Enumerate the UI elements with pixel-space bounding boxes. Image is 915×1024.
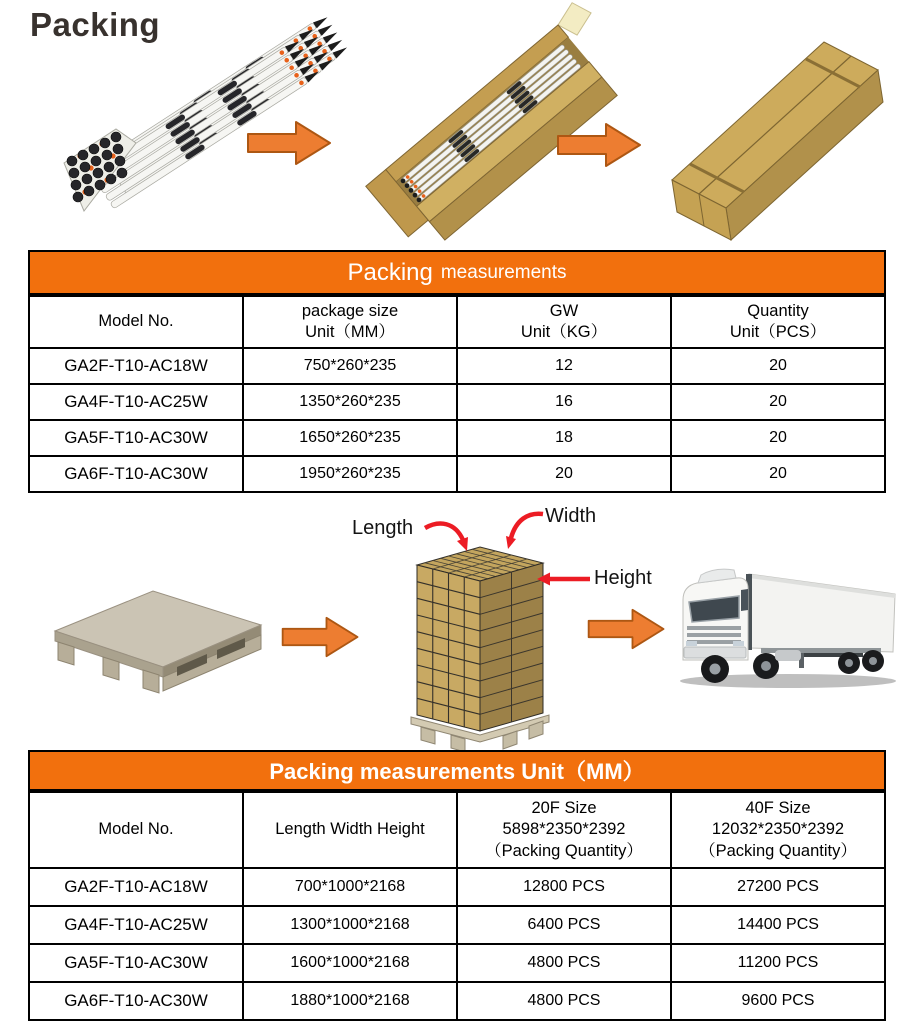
- length-arrow-icon: [423, 518, 471, 554]
- table-cell: 18: [458, 421, 670, 455]
- container-loading-table: [28, 750, 886, 1021]
- table-cell: GA4F-T10-AC25W: [30, 907, 242, 943]
- table-title: Packing measurements Unit（MM）: [269, 759, 645, 784]
- table-cell: 1350*260*235: [244, 385, 456, 419]
- table-cell: 1880*1000*2168: [244, 983, 456, 1019]
- table-cell: 16: [458, 385, 670, 419]
- table-cell: 1600*1000*2168: [244, 945, 456, 981]
- table-cell: 14400 PCS: [672, 907, 884, 943]
- sealed-carton-icon: [652, 2, 910, 248]
- table-cell: GA6F-T10-AC30W: [30, 457, 242, 491]
- width-label: Width: [545, 505, 597, 527]
- flow-arrow-icon: [282, 616, 360, 658]
- table-cell: 1300*1000*2168: [244, 907, 456, 943]
- truck-icon: [663, 560, 911, 695]
- table-cell: 4800 PCS: [458, 945, 670, 981]
- length-label: Length: [352, 517, 414, 539]
- carton-stack-icon: [403, 533, 563, 748]
- table-cell: 700*1000*2168: [244, 869, 456, 905]
- header-gw: GW Unit（KG）: [458, 297, 670, 347]
- header-20f-size: 20F Size 5898*2350*2392 （Packing Quantity）: [458, 793, 670, 867]
- table-cell: 4800 PCS: [458, 983, 670, 1019]
- table-title-bar: [28, 750, 886, 791]
- table-grid: [28, 791, 886, 1021]
- table-cell: 20: [458, 457, 670, 491]
- table-cell: GA2F-T10-AC18W: [30, 349, 242, 383]
- table-cell: 20: [672, 457, 884, 491]
- table-cell: 20: [672, 349, 884, 383]
- table-title-bar: [28, 250, 886, 295]
- table-title-primary: Packing: [347, 258, 433, 286]
- header-model-no: Model No.: [30, 793, 242, 867]
- table-cell: 12: [458, 349, 670, 383]
- table-cell: 20: [672, 421, 884, 455]
- table-cell: 27200 PCS: [672, 869, 884, 905]
- header-dimensions: Length Width Height: [244, 793, 456, 867]
- header-model-no: Model No.: [30, 297, 242, 347]
- table-cell: 750*260*235: [244, 349, 456, 383]
- table-cell: GA6F-T10-AC30W: [30, 983, 242, 1019]
- pallet-icon: [45, 585, 270, 700]
- table-cell: 20: [672, 385, 884, 419]
- table-cell: GA2F-T10-AC18W: [30, 869, 242, 905]
- table-cell: 1650*260*235: [244, 421, 456, 455]
- table-cell: GA4F-T10-AC25W: [30, 385, 242, 419]
- header-package-size: package size Unit（MM）: [244, 297, 456, 347]
- table-grid: [28, 295, 886, 493]
- height-label: Height: [594, 567, 652, 589]
- table-title-secondary: measurements: [440, 261, 567, 283]
- flow-arrow-icon: [588, 608, 666, 650]
- open-carton-icon: [365, 8, 570, 246]
- flow-arrow-icon: [248, 120, 332, 166]
- packing-weight-table: [28, 250, 886, 493]
- header-quantity: Quantity Unit（PCS）: [672, 297, 884, 347]
- table-cell: 12800 PCS: [458, 869, 670, 905]
- header-40f-size: 40F Size 12032*2350*2392 （Packing Quantity）: [672, 793, 884, 867]
- table-cell: 6400 PCS: [458, 907, 670, 943]
- table-cell: GA5F-T10-AC30W: [30, 945, 242, 981]
- table-cell: GA5F-T10-AC30W: [30, 421, 242, 455]
- table-cell: 11200 PCS: [672, 945, 884, 981]
- page-title: Packing: [30, 6, 161, 43]
- table-cell: 9600 PCS: [672, 983, 884, 1019]
- height-arrow-icon: [536, 571, 592, 587]
- table-cell: 1950*260*235: [244, 457, 456, 491]
- width-arrow-icon: [502, 508, 546, 550]
- flow-arrow-icon: [558, 122, 642, 168]
